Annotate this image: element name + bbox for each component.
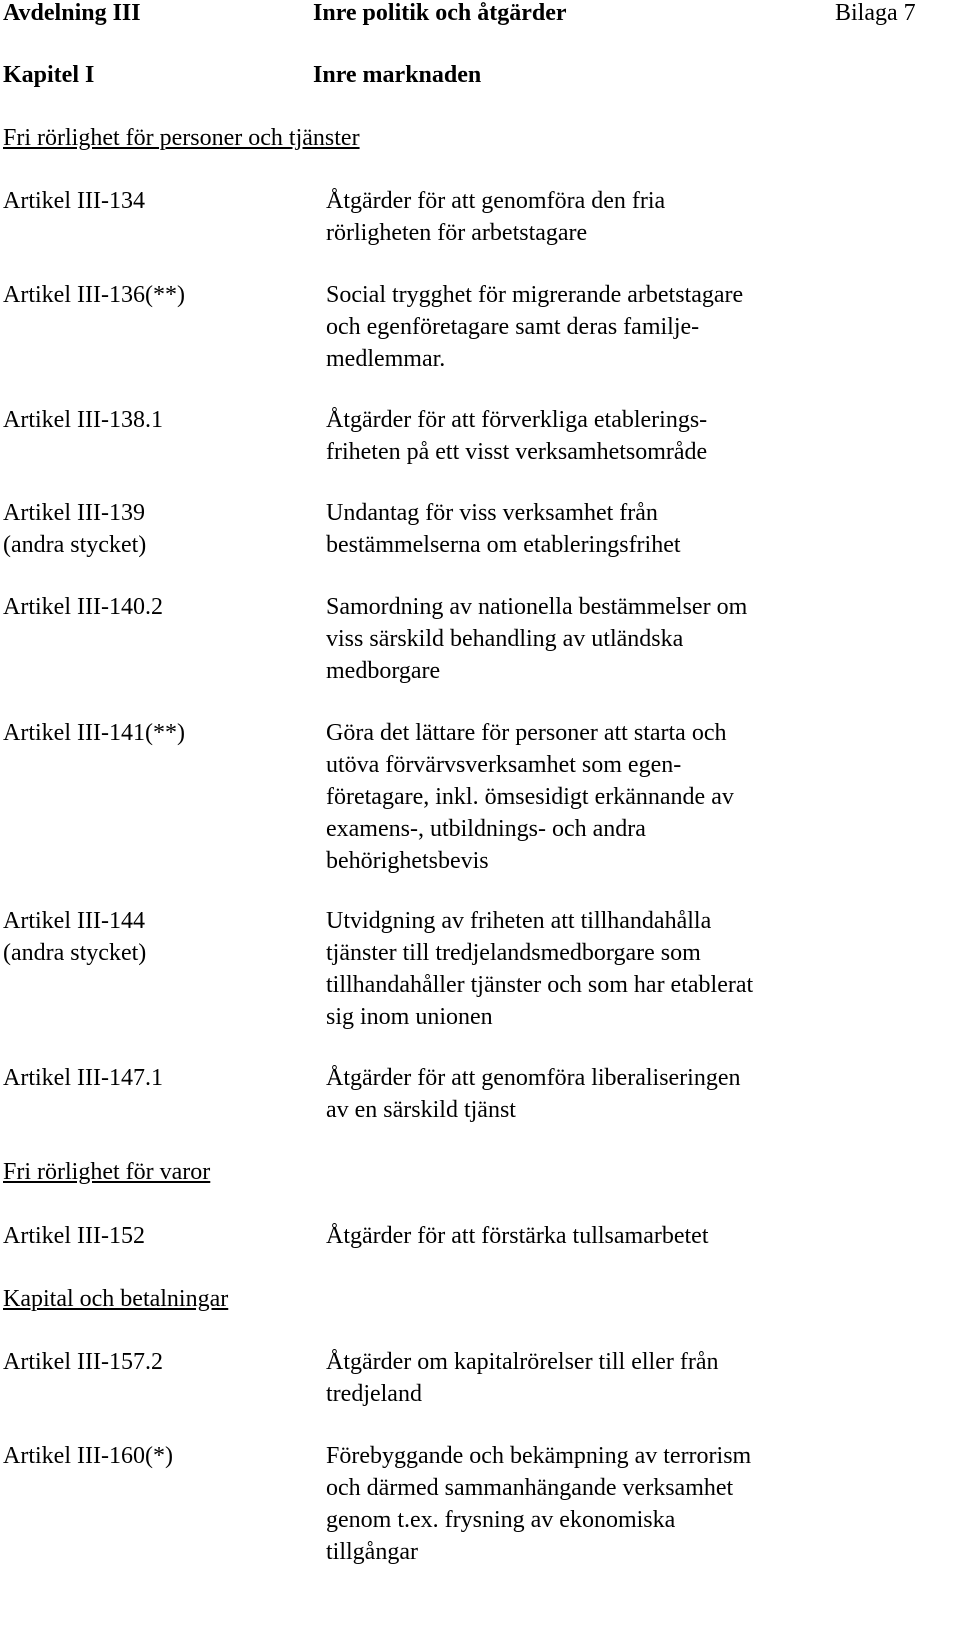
article-ref: Artikel III-147.1 bbox=[3, 1065, 163, 1091]
article-description: Åtgärder för att genomföra den fria rörligheten för arbetstagare bbox=[326, 188, 666, 246]
section-heading-persons-services: Fri rörlighet för personer och tjänster bbox=[3, 125, 360, 151]
article-ref: Artikel III-134 bbox=[3, 188, 145, 214]
article-description: Åtgärder för att genomföra liberaliseringen av en särskild tjänst bbox=[326, 1065, 741, 1123]
article-description: Åtgärder för att förstärka tullsamarbetet bbox=[326, 1223, 709, 1249]
chapter-label: Kapitel I bbox=[3, 62, 95, 88]
article-description: Social trygghet för migrerande arbetstagare och egenföretagare samt deras familje- medlemmar. bbox=[326, 282, 744, 372]
article-ref: Artikel III-144 (andra stycket) bbox=[3, 908, 147, 966]
article-ref: Artikel III-139 (andra stycket) bbox=[3, 500, 147, 558]
article-ref: Artikel III-138.1 bbox=[3, 407, 163, 433]
article-description: Undantag för viss verksamhet från bestämmelserna om etableringsfrihet bbox=[326, 500, 681, 558]
division-label: Avdelning III bbox=[3, 0, 141, 26]
chapter-title: Inre marknaden bbox=[313, 62, 482, 88]
article-ref: Artikel III-152 bbox=[3, 1223, 145, 1249]
article-ref: Artikel III-157.2 bbox=[3, 1349, 163, 1375]
article-ref: Artikel III-136(**) bbox=[3, 282, 185, 308]
article-ref: Artikel III-140.2 bbox=[3, 594, 163, 620]
annex-label: Bilaga 7 bbox=[835, 0, 916, 26]
article-description: Åtgärder om kapitalrörelser till eller från tredjeland bbox=[326, 1349, 719, 1407]
article-ref: Artikel III-141(**) bbox=[3, 720, 185, 746]
article-description: Åtgärder för att förverkliga etablerings- friheten på ett visst verksamhetsområde bbox=[326, 407, 708, 465]
article-description: Utvidgning av friheten att tillhandahålla tjänster till tredjelandsmedborgare som tillhandahåller tjänster och som har etablerat sig inom unionen bbox=[326, 908, 754, 1030]
section-heading-goods: Fri rörlighet för varor bbox=[3, 1159, 211, 1185]
article-ref: Artikel III-160(*) bbox=[3, 1443, 173, 1469]
article-description: Göra det lättare för personer att starta och utöva förvärvsverksamhet som egen- företagare, inkl. ömsesidigt erkännande av examens-, utbildnings- och andra behörighetsbevis bbox=[326, 720, 734, 874]
article-description: Samordning av nationella bestämmelser om viss särskild behandling av utländska medborgare bbox=[326, 594, 748, 684]
section-heading-capital: Kapital och betalningar bbox=[3, 1286, 229, 1312]
article-description: Förebyggande och bekämpning av terrorism och därmed sammanhängande verksamhet genom t.ex. frysning av ekonomiska tillgångar bbox=[326, 1443, 752, 1565]
division-title: Inre politik och åtgärder bbox=[313, 0, 567, 26]
